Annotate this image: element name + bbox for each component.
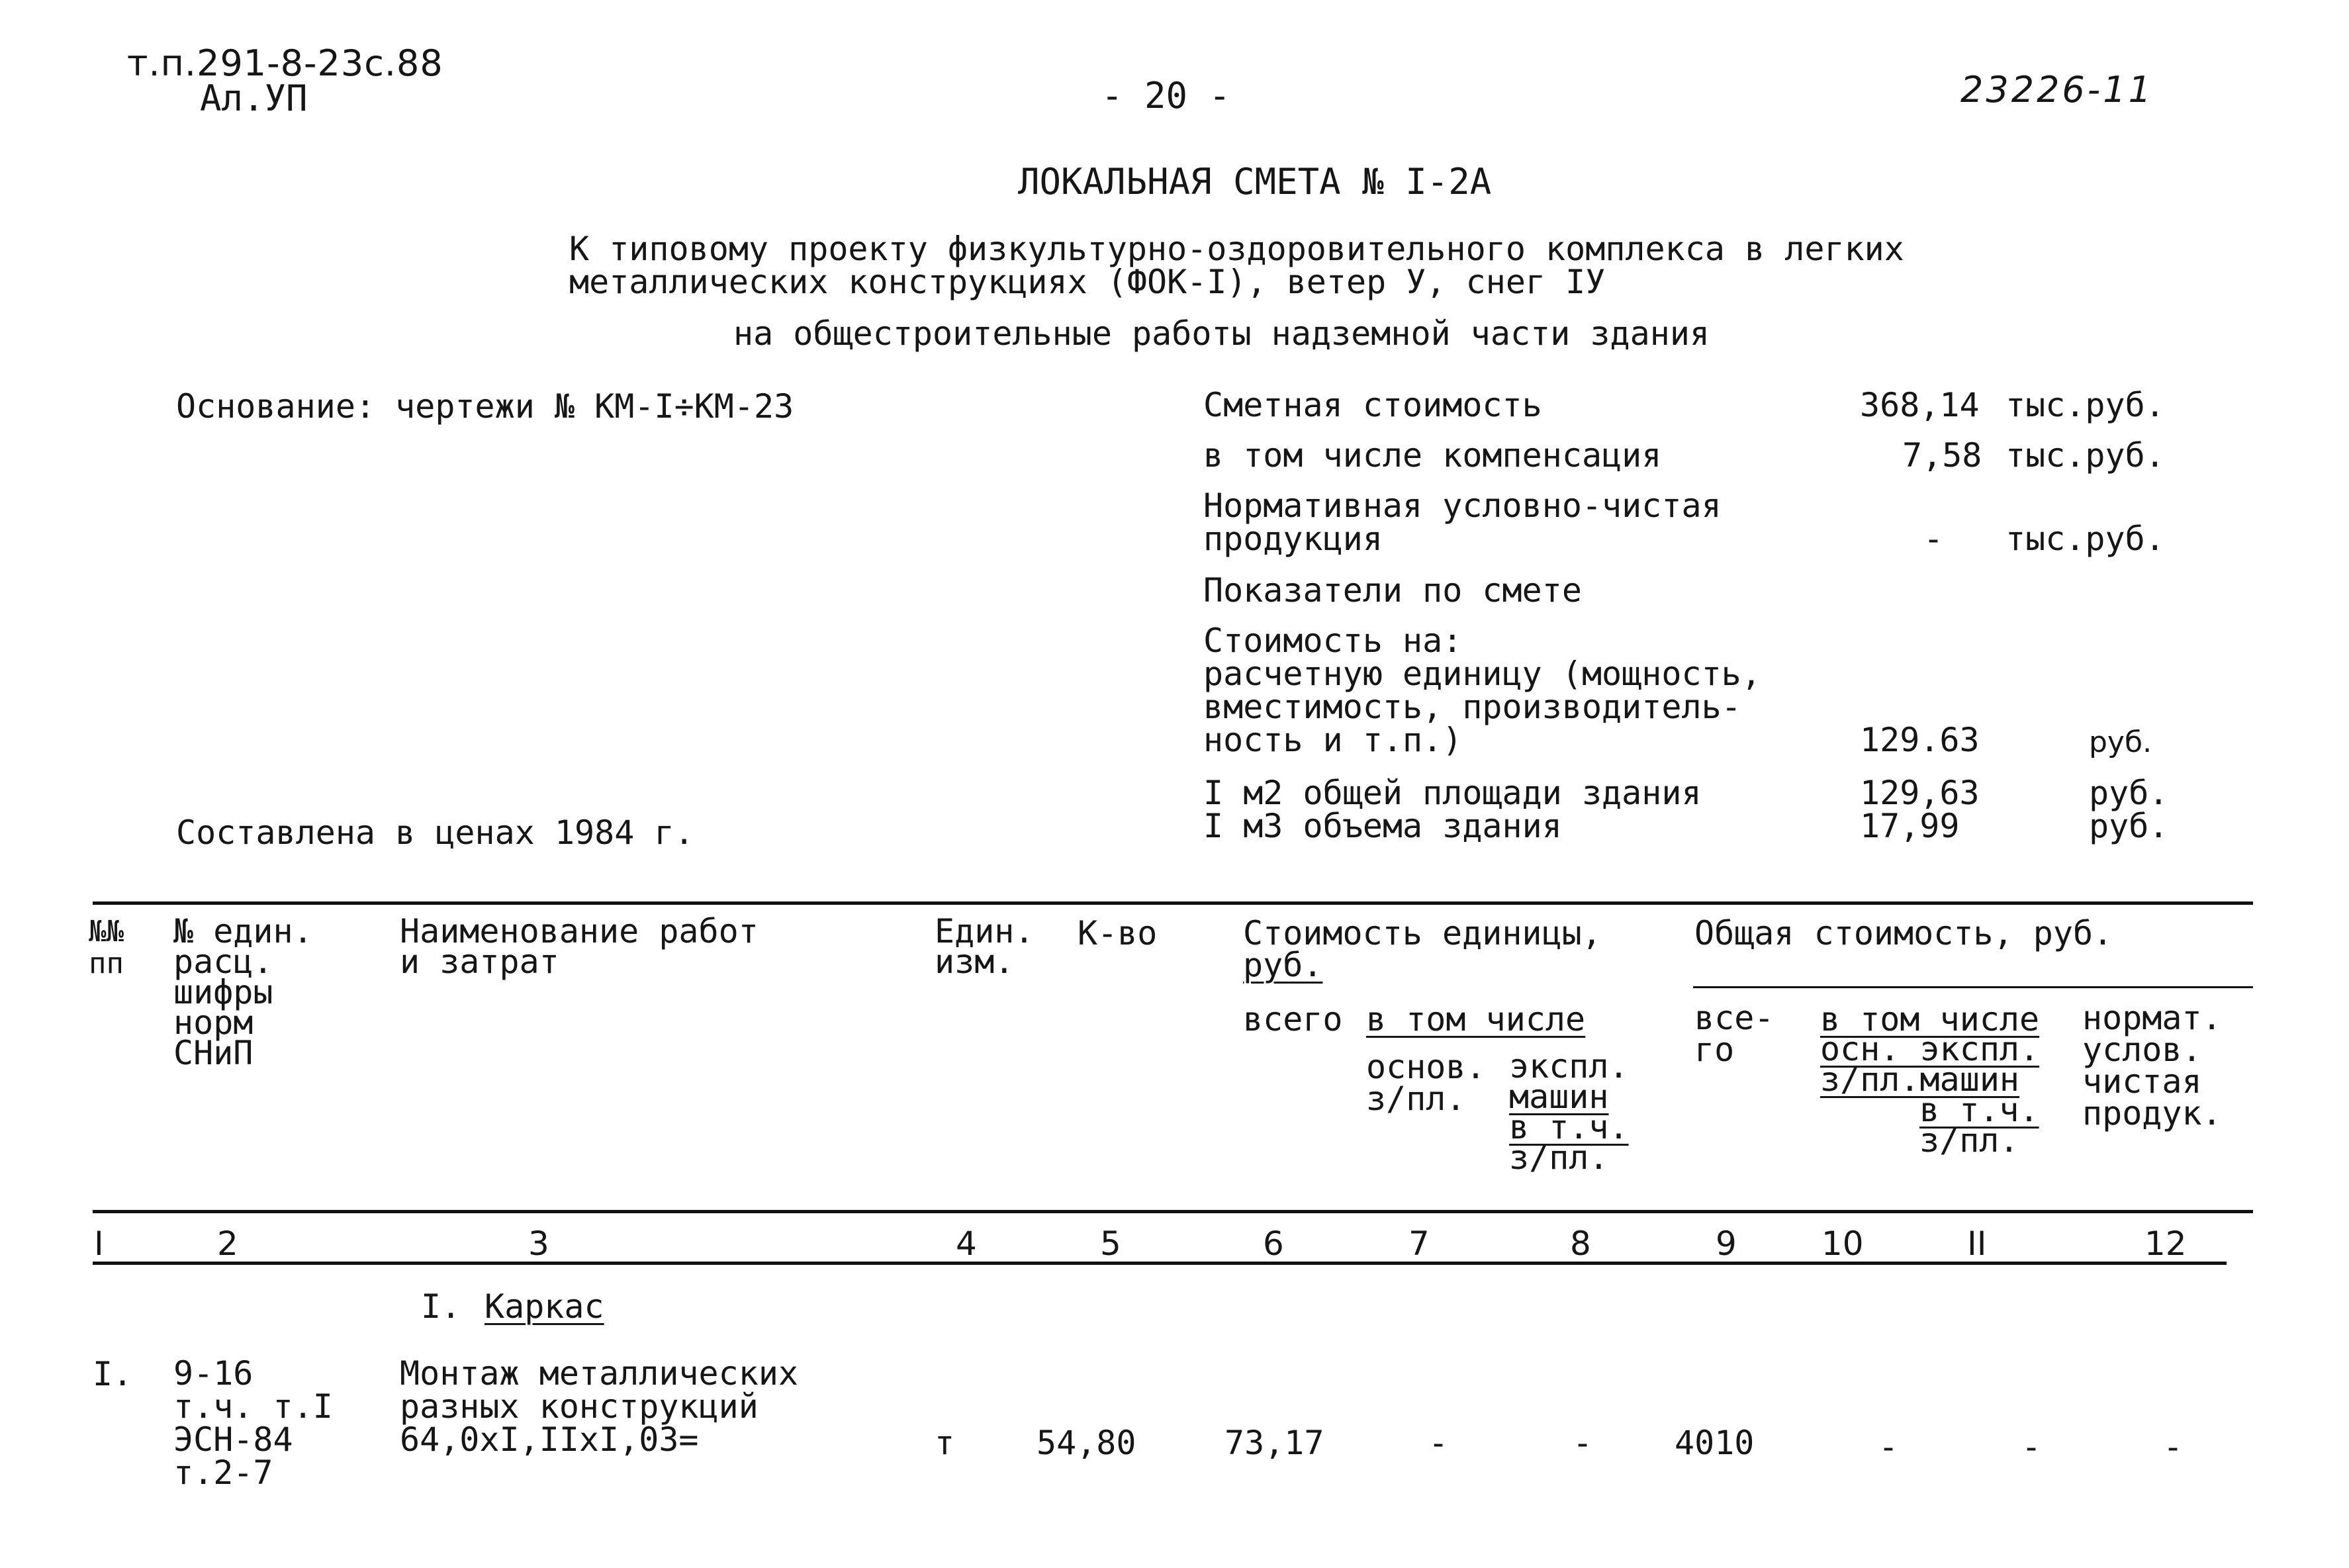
header-col-5: К-во — [1078, 914, 1158, 952]
column-number: I — [94, 1224, 104, 1263]
row-code: 9-16 т.ч. т.I ЭСН-84 т.2-7 — [173, 1354, 333, 1492]
header-col-4: Един. изм. — [935, 912, 1035, 981]
summary-label: I м2 общей площади здания — [1203, 774, 1702, 812]
header-incl: в том числе — [1366, 1000, 1586, 1038]
header-col-6: всего — [1243, 1000, 1343, 1038]
summary-label: I м3 объема здания — [1203, 807, 1562, 845]
summary-value: 368,14 — [1860, 386, 1980, 424]
summary-unit: тыс.руб. — [2005, 436, 2165, 475]
header-col-12: нормат. услов. чистая продук. — [2082, 999, 2222, 1132]
estimate-title: ЛОКАЛЬНАЯ СМЕТА № I-2А — [1018, 161, 1492, 203]
row-total-wage: - — [1878, 1428, 1899, 1466]
column-number: 4 — [956, 1224, 977, 1263]
summary-label: Показатели по смете — [1203, 571, 1582, 610]
header-bottom-rule — [93, 1210, 2253, 1213]
summary-unit: руб. — [2089, 774, 2169, 812]
handwritten-code: 23226-11 — [1960, 69, 2154, 111]
summary-label: Стоимость на: — [1203, 622, 1463, 660]
summary-label: ность и т.п.) — [1203, 721, 1463, 759]
document-reference: т.п.291-8-23с.88 — [127, 42, 443, 84]
column-number: 12 — [2144, 1224, 2187, 1263]
column-number: 9 — [1716, 1224, 1737, 1263]
column-number: II — [1967, 1224, 1987, 1263]
header-col-9: все- го — [1694, 999, 1774, 1069]
album-label: Ал.УП — [200, 77, 308, 119]
header-total-cost: Общая стоимость, руб. — [1694, 914, 2113, 952]
page-number: - 20 - — [1101, 75, 1231, 116]
table-top-rule — [93, 901, 2253, 905]
row-total-machines: - — [2021, 1428, 2042, 1466]
summary-label: Нормативная условно-чистая — [1203, 486, 1722, 525]
column-number: 6 — [1263, 1224, 1284, 1263]
summary-label: в том числе компенсация — [1203, 436, 1662, 475]
column-number: 3 — [528, 1224, 549, 1263]
row-unit-total: 73,17 — [1224, 1424, 1324, 1462]
summary-value: 17,99 — [1860, 807, 1960, 845]
header-unit-cost: Стоимость единицы, — [1243, 914, 1602, 952]
column-numbers-rule — [93, 1262, 2227, 1265]
summary-label: продукция — [1203, 520, 1383, 558]
basis-drawings: Основание: чертежи № КМ-I÷КМ-23 — [176, 387, 794, 426]
header-unit-cost-rub: руб. — [1243, 946, 1323, 984]
column-number: 5 — [1100, 1224, 1121, 1263]
total-cost-rule — [1693, 986, 2253, 988]
row-number: I. — [93, 1355, 133, 1393]
header-col-10-11: осн. экспл. з/пл.машин в т.ч. з/пл. — [1820, 1030, 2040, 1160]
summary-label: Сметная стоимость — [1203, 386, 1542, 424]
column-number: 2 — [217, 1224, 238, 1263]
column-number: 8 — [1570, 1224, 1591, 1263]
header-col-8: экспл. машин в т.ч. з/пл. — [1509, 1047, 1629, 1177]
summary-value: - — [1923, 520, 1944, 558]
header-col-3: Наименование работ и затрат — [400, 912, 759, 981]
header-col-7: основ. з/пл. — [1366, 1048, 1486, 1118]
summary-unit: тыс.руб. — [2005, 520, 2165, 558]
summary-unit: руб. — [2089, 807, 2169, 845]
subtitle-line-2: металлических конструкциях (ФОК-I), ветер У, снег IУ — [569, 263, 1606, 301]
column-number: 7 — [1408, 1224, 1430, 1263]
header-col-2: № един. расц. шифры норм СНиП — [173, 912, 313, 1072]
summary-label: вместимость, производитель- — [1203, 688, 1741, 726]
summary-value: 129.63 — [1860, 721, 1980, 759]
summary-unit: руб. — [2089, 725, 2152, 759]
row-name: Монтаж металлических разных конструкций 64,0хI,IIхI,03= — [400, 1354, 799, 1459]
subtitle-line-3: на общестроительные работы надземной части здания — [733, 314, 1710, 353]
row-quantity: 54,80 — [1036, 1424, 1136, 1462]
summary-value: 129,63 — [1860, 774, 1980, 812]
row-unit: т — [935, 1424, 955, 1462]
row-unit-wage: - — [1428, 1424, 1449, 1462]
subtitle-line-1: К типовому проекту физкультурно-оздоровительного комплекса в легких — [569, 230, 1904, 268]
header-col-1: №№ пп — [89, 915, 124, 980]
price-basis: Составлена в ценах 1984 г. — [176, 813, 694, 852]
column-number: 10 — [1821, 1224, 1864, 1263]
summary-value: 7,58 — [1902, 436, 1982, 475]
row-total: 4010 — [1675, 1424, 1755, 1462]
section-number: I. — [421, 1287, 461, 1326]
row-unit-machines: - — [1573, 1424, 1593, 1462]
section-title: Каркас — [484, 1287, 604, 1326]
summary-label: расчетную единицу (мощность, — [1203, 655, 1761, 693]
row-norm-product: - — [2163, 1428, 2184, 1466]
summary-unit: тыс.руб. — [2005, 386, 2165, 424]
header-incl-2: в том числе — [1820, 1000, 2040, 1038]
